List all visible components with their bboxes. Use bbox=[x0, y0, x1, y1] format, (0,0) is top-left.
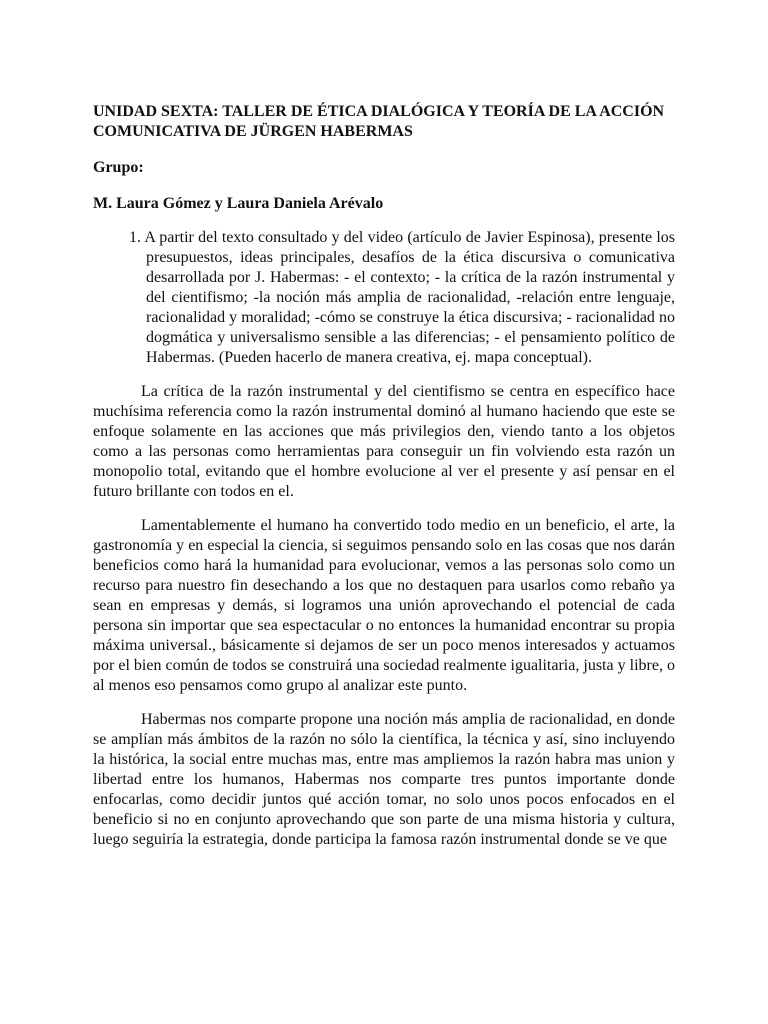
question-item: 1. A partir del texto consultado y del video (artículo de Javier Espinosa), presente los presupuestos, ideas principales, desafíos de la ética discursiva o comunicativa desarrollada por J. Habermas: - el contexto; - la crítica de la razón instrumental y del cientifismo; -la noción más amplia de racionalidad, -relación entre lenguaje, racionalidad y moralidad; -cómo se construye la ética discursiva; - racionalidad no dogmática y universalismo sensible a las diferencias; - el pensamiento político de Habermas. (Pueden hacerlo de manera creativa, ej. mapa conceptual). bbox=[129, 229, 675, 366]
group-label: Grupo: bbox=[93, 159, 144, 176]
document-page bbox=[93, 102, 675, 850]
authors-line: M. Laura Gómez y Laura Daniela Arévalo bbox=[93, 195, 384, 212]
body-paragraph: La crítica de la razón instrumental y del cientifismo se centra en específico hace muchísima referencia como la razón instrumental dominó al humano haciendo que este se enfoque solamente en las acciones que más privilegios den, viendo tanto a los objetos como a las personas como herramientas para conseguir un fin volviendo esta razón un monopolio total, evitando que el hombre evolucione al ver el presente y así pensar en el futuro brillante con todos en el. bbox=[93, 383, 675, 500]
body-paragraph: Habermas nos comparte propone una noción más amplia de racionalidad, en donde se amplían más ámbitos de la razón no sólo la científica, la técnica y así, sino incluyendo la histórica, la social entre muchas mas, entre mas ampliemos la razón habra mas union y libertad entre los humanos, Habermas nos comparte tres puntos importante donde enfocarlas, como decidir juntos qué acción tomar, no solo unos pocos enfocados en el beneficio si no en conjunto aprovechando que son parte de una misma historia y cultura, luego seguiría la estrategia, donde participa la famosa razón instrumental donde se ve que bbox=[93, 711, 675, 848]
document-title: UNIDAD SEXTA: TALLER DE ÉTICA DIALÓGICA Y TEORÍA DE LA ACCIÓN COMUNICATIVA DE JÜRGEN HABERMAS bbox=[93, 103, 665, 140]
body-paragraph: Lamentablemente el humano ha convertido todo medio en un beneficio, el arte, la gastronomía y en especial la ciencia, si seguimos pensando solo en las cosas que nos darán beneficios como hará la humanidad para evolucionar, vemos a las personas solo como un recurso para nuestro fin desechando a los que no destaquen para usarlos como rebaño ya sean en empresas y demás, si logramos una unión aprovechando el potencial de cada persona sin importar que sea espectacular o no entonces la humanidad encontrar su propia máxima universal., básicamente si dejamos de ser un poco menos interesados y actuamos por el bien común de todos se construirá una sociedad realmente igualitaria, justa y libre, o al menos eso pensamos como grupo al analizar este punto. bbox=[93, 517, 675, 694]
